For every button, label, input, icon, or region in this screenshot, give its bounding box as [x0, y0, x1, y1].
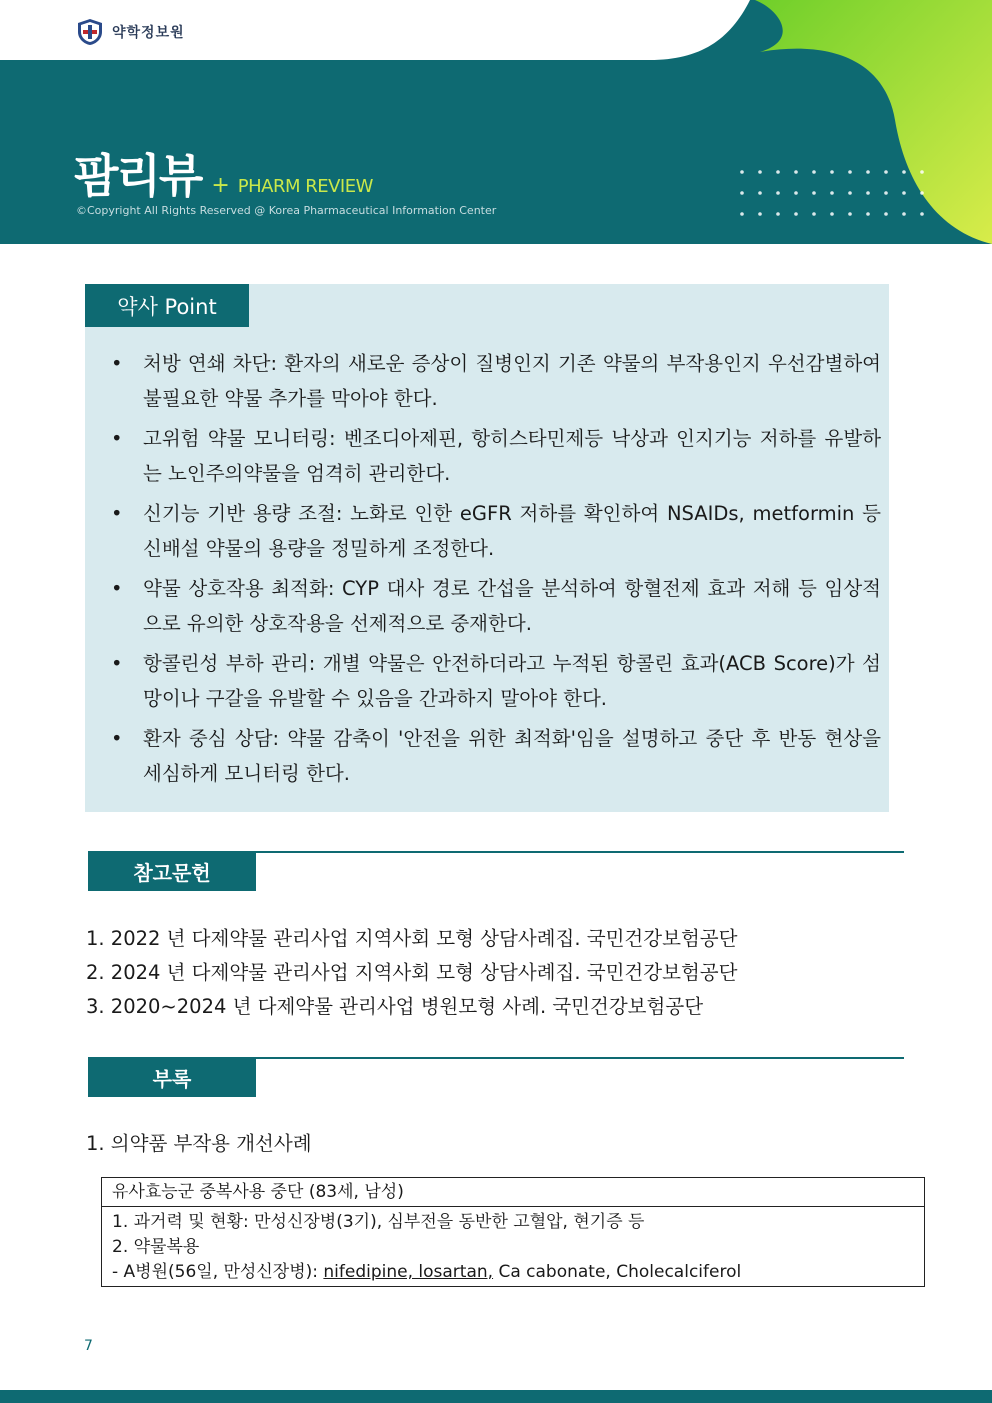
pharmacist-point-tab: 약사 Point [85, 284, 249, 327]
page-header [0, 0, 992, 244]
table-row [102, 1207, 925, 1287]
title-plus: + [211, 173, 230, 198]
reference-item: 3. 2020~2024 년 다제약물 관리사업 병원모형 사례. 국민건강보험공단 [86, 995, 704, 1018]
point-text: 항콜린성 부하 관리: 개별 약물은 안전하더라고 누적된 항콜린 효과(ACB Score)가 섬망이나 구갈을 유발할 수 있음을 간과하지 말아야 한다. [143, 652, 881, 710]
page-number: 7 [84, 1338, 93, 1354]
point-text: 약물 상호작용 최적화: CYP 대사 경로 간섭을 분석하여 항혈전제 효과 저해 등 임상적으로 유의한 상호작용을 선제적으로 중재한다. [143, 577, 881, 635]
kpic-logo[interactable] [76, 18, 185, 46]
list-item [107, 346, 881, 416]
reference-item: 1. 2022 년 다제약물 관리사업 지역사회 모형 상담사례집. 국민건강보험공단 [86, 927, 738, 950]
point-text: 환자 중심 상담: 약물 감축이 '안전을 위한 최적화'임을 설명하고 중단 후 반동 현상을 세심하게 모니터링 한다. [143, 727, 881, 785]
hospital-label: - A병원(56일, 만성신장병): [112, 1262, 324, 1282]
table-row [102, 1178, 925, 1207]
footer-bar [0, 1390, 992, 1403]
case-table [101, 1177, 925, 1287]
title-main: 팜리뷰 [74, 149, 202, 203]
case-medication-heading: 2. 약물복용 [112, 1237, 200, 1257]
references-list [86, 922, 737, 1024]
case-history-line: 1. 과거력 및 현황: 만성신장병(3기), 심부전을 동반한 고혈압, 현기증 등 [112, 1212, 645, 1232]
bullet-icon: • [111, 427, 123, 450]
case-body-cell [102, 1207, 925, 1287]
page-title [74, 140, 373, 206]
list-item [107, 571, 881, 641]
bullet-icon: • [111, 652, 123, 675]
list-item [107, 721, 881, 791]
shield-logo-icon [76, 18, 104, 46]
appendix-tab: 부록 [88, 1057, 256, 1097]
list-item [107, 496, 881, 566]
list-item [107, 421, 881, 491]
point-text: 신기능 기반 용량 조절: 노화로 인한 eGFR 저하를 확인하여 NSAIDs, metformin 등 신배설 약물의 용량을 정밀하게 조정한다. [143, 502, 881, 560]
point-text: 고위험 약물 모니터링: 벤조디아제핀, 항히스타민제등 낙상과 인지기능 저하를 유발하는 노인주의약물을 엄격히 관리한다. [143, 427, 881, 485]
references-header [88, 851, 904, 891]
references-tab: 참고문헌 [88, 851, 256, 891]
point-text: 처방 연쇄 차단: 환자의 새로운 증상이 질병인지 기존 약물의 부작용인지 우선감별하여 불필요한 약물 추가를 막아야 한다. [143, 352, 881, 410]
underlined-drugs: nifedipine, losartan, [323, 1262, 494, 1282]
appendix-header [88, 1057, 904, 1097]
copyright-text: ©Copyright All Rights Reserved @ Korea Pharmaceutical Information Center [76, 204, 497, 217]
other-drugs: Ca cabonate, Cholecalciferol [493, 1262, 742, 1282]
title-sub: PHARM REVIEW [237, 176, 373, 197]
reference-item: 2. 2024 년 다제약물 관리사업 지역사회 모형 상담사례집. 국민건강보험공단 [86, 961, 738, 984]
case-title-cell: 유사효능군 중복사용 중단 (83세, 남성) [102, 1178, 925, 1207]
point-list [107, 346, 881, 796]
bullet-icon: • [111, 502, 123, 525]
pharmacist-point-box [85, 284, 889, 812]
list-item [107, 646, 881, 716]
logo-text: 약학정보원 [112, 25, 185, 41]
case-medication-line [112, 1260, 914, 1285]
bullet-icon: • [111, 577, 123, 600]
bullet-icon: • [111, 352, 123, 375]
appendix-item-title: 1. 의약품 부작용 개선사례 [86, 1132, 312, 1155]
bullet-icon: • [111, 727, 123, 750]
